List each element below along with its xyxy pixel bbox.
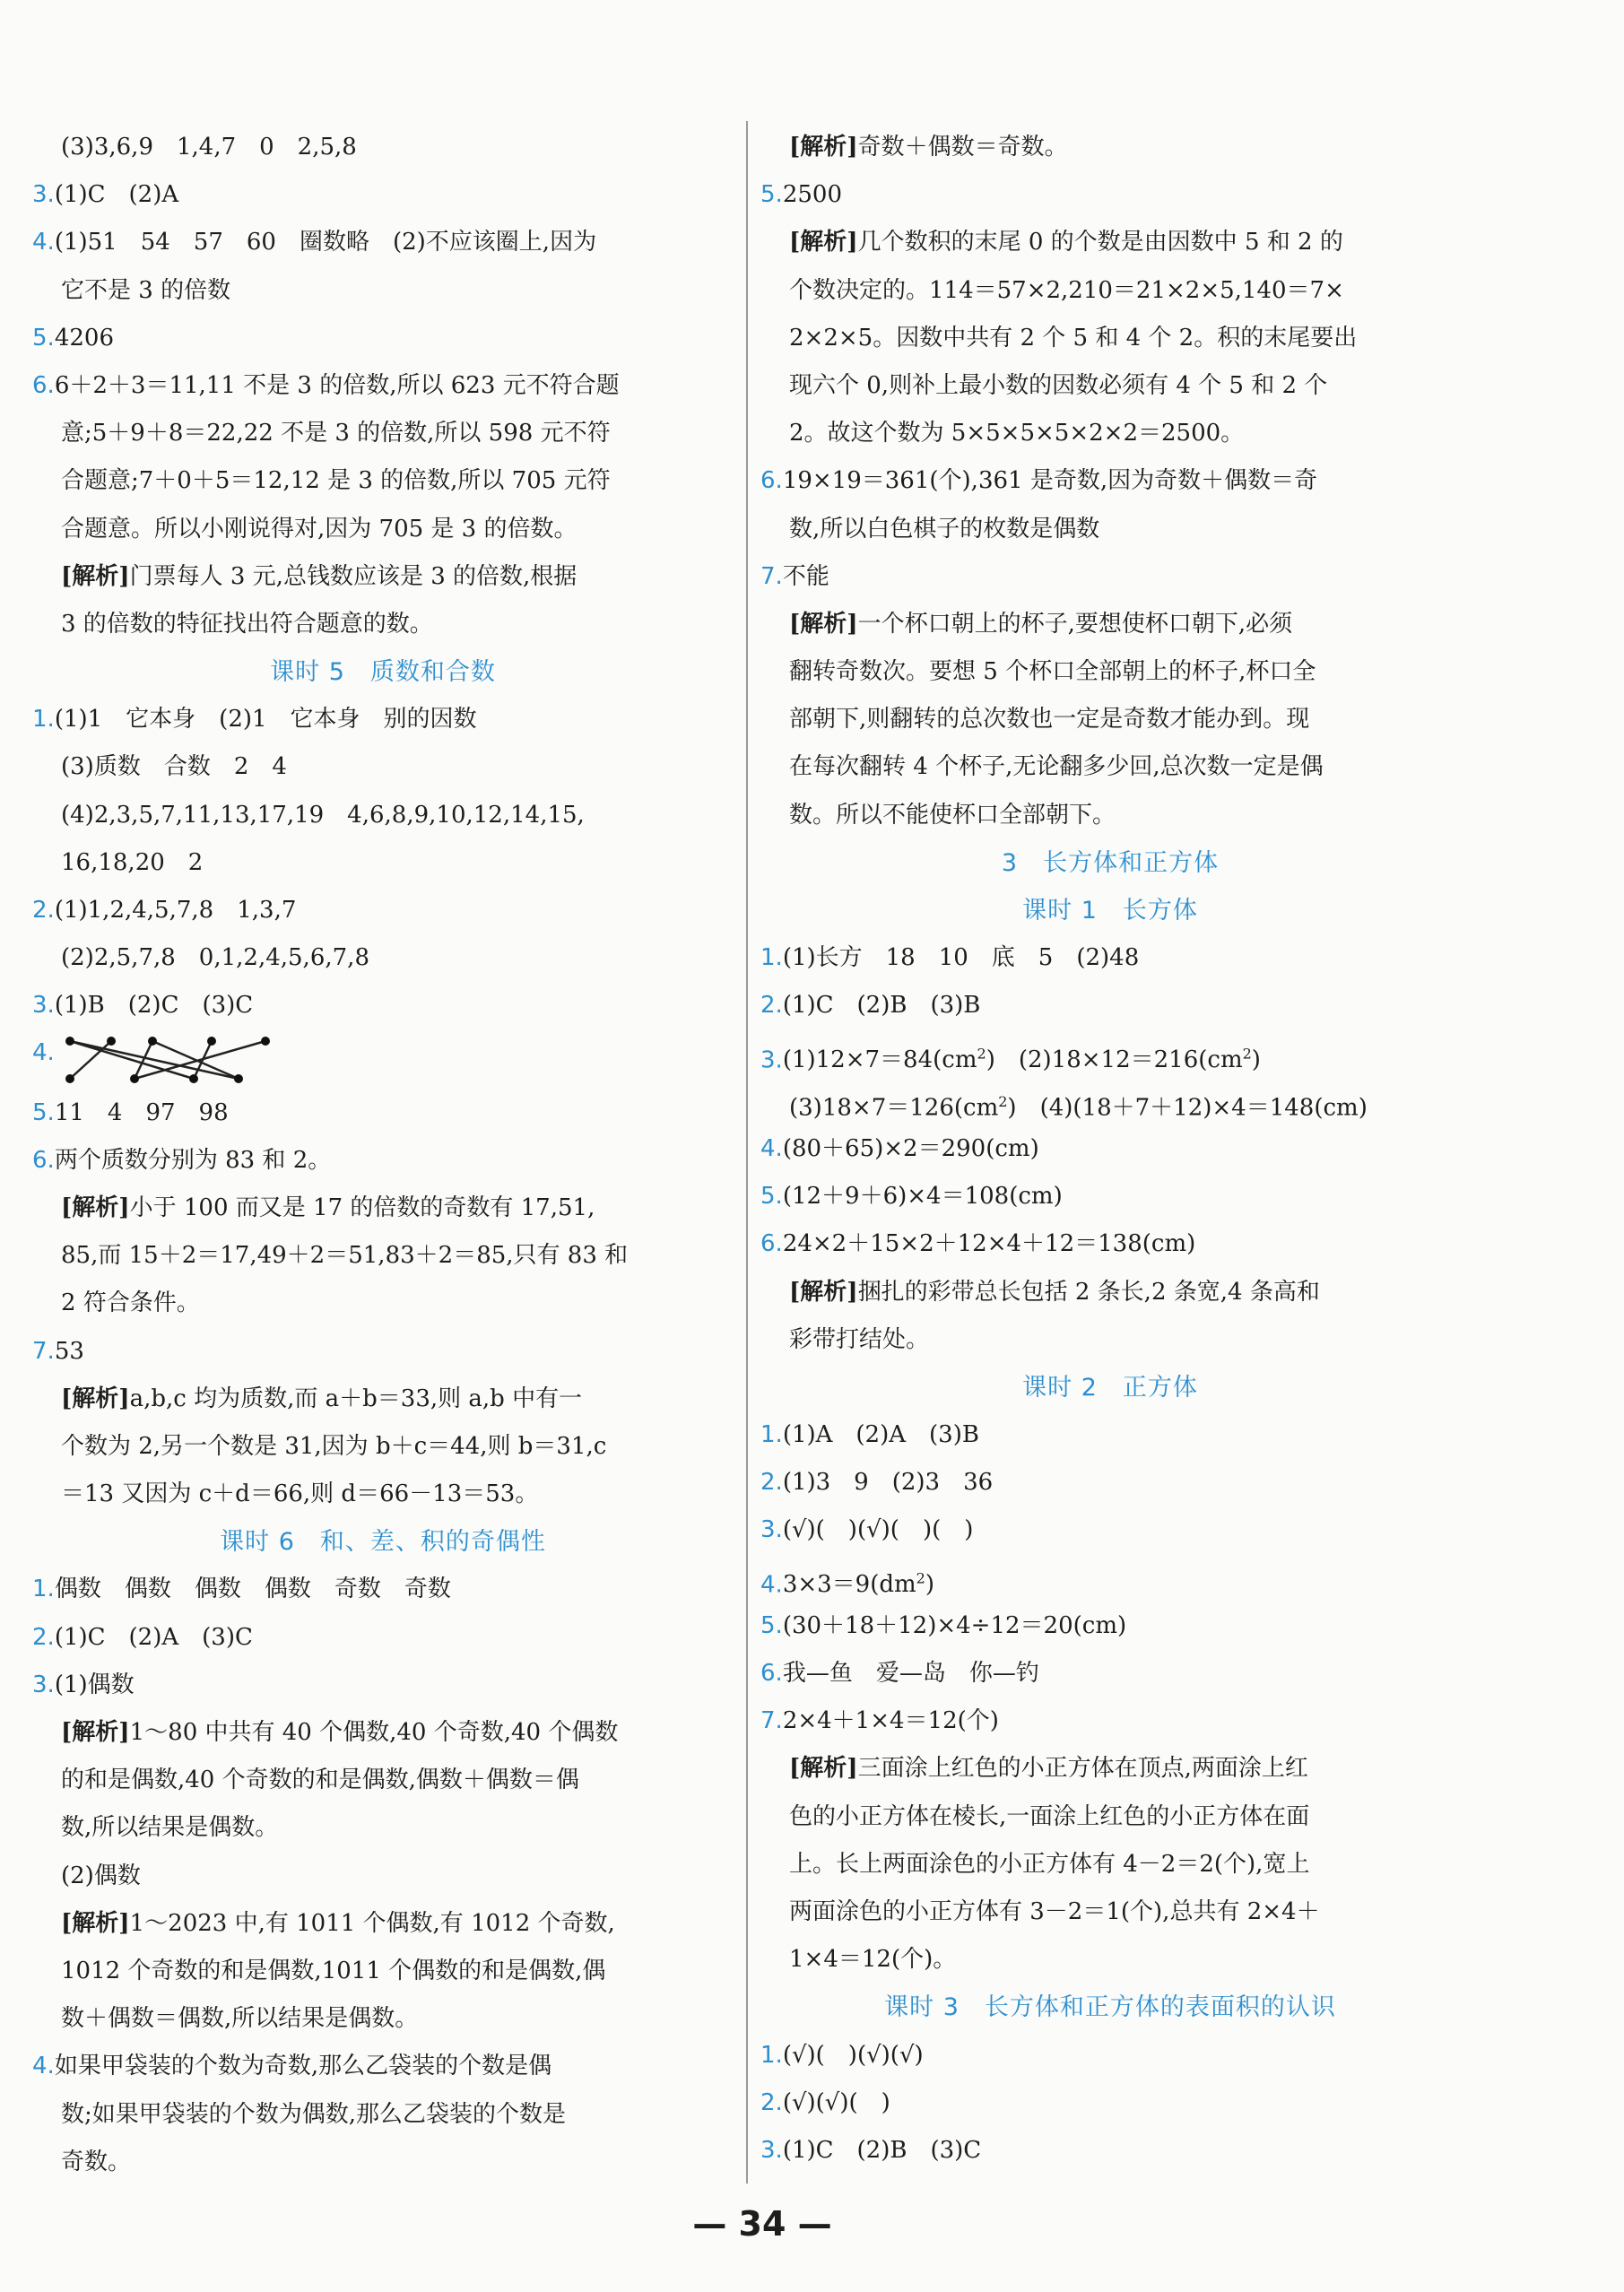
section-heading: 课时 2 正方体	[1022, 1373, 1198, 1402]
answer-item	[32, 1137, 734, 1185]
item-number: 3.	[760, 2136, 783, 2164]
item-text: 11 4 97 98	[54, 1098, 229, 1126]
item-text: (1)A (2)A (3)B	[782, 1421, 979, 1449]
item-number: 1.	[760, 1421, 783, 1449]
section-heading: 3 长方体和正方体	[1001, 848, 1220, 877]
analysis-line	[760, 1269, 1460, 1316]
item-number: 6.	[32, 371, 55, 399]
answer-item	[760, 1697, 1460, 1745]
item-number: 1.	[760, 944, 783, 972]
text-line: 数,所以白色棋子的枚数是偶数	[789, 515, 1100, 543]
analysis-label: [解析]	[789, 134, 858, 161]
matching-dot	[130, 1074, 139, 1083]
text-line: 部朝下,则翻转的总次数也一定是奇数才能办到。现	[789, 706, 1310, 734]
item-text: (1)长方 18 10 底 5 (2)48	[782, 944, 1140, 972]
answer-item	[32, 2043, 734, 2090]
item-text: $(1)12\times 7=84(cm^2)$ $(2)18\times 12=216(cm^2)$	[782, 1045, 1261, 1074]
text-line: 2。故这个数为 5×5×5×5×2×2＝2500。	[789, 420, 1245, 447]
matching-line	[70, 1041, 194, 1079]
item-text: 53	[54, 1337, 84, 1365]
item-text: (√)( )(√)(√)	[782, 2041, 924, 2069]
item-text: (√)(√)( )	[782, 2088, 890, 2116]
analysis-text: 小于 100 而又是 17 的倍数的奇数有 17,51,	[129, 1194, 595, 1221]
column-divider	[746, 121, 748, 2183]
item-number: 5.	[760, 181, 783, 209]
analysis-label: [解析]	[789, 1755, 858, 1783]
analysis-line	[32, 1376, 734, 1423]
matching-dot	[261, 1037, 270, 1046]
text-line: 合题意;7＋0＋5＝12,12 是 3 的倍数,所以 705 元符	[61, 467, 611, 495]
item-number: 3.	[32, 1671, 55, 1698]
item-number: 4.	[760, 1571, 783, 1599]
page-number: — 34 —	[692, 2204, 832, 2244]
analysis-label: [解析]	[789, 610, 858, 638]
answer-item	[32, 219, 734, 266]
text-line: 个数为 2,另一个数是 31,因为 b＋c＝44,则 b＝31,c	[61, 1432, 607, 1460]
section-heading: 课时 5 质数和合数	[270, 658, 496, 687]
item-text: (1)3 9 (2)3 36	[782, 1469, 994, 1497]
item-text: 两个质数分别为 83 和 2。	[54, 1146, 332, 1174]
answer-item	[32, 696, 734, 743]
text-line: 1012 个奇数的和是偶数,1011 个偶数的和是偶数,偶	[61, 1957, 606, 1984]
analysis-label: [解析]	[789, 229, 858, 256]
section-heading: 课时 6 和、差、积的奇偶性	[220, 1528, 546, 1557]
analysis-text: 奇数＋偶数＝奇数。	[857, 134, 1068, 161]
answer-item	[32, 1662, 734, 1709]
text-line: 数。所以不能使杯口全部朝下。	[789, 801, 1116, 829]
item-number: 1.	[760, 2041, 783, 2069]
item-number: 4.	[32, 1038, 55, 1066]
analysis-line	[760, 219, 1460, 266]
item-number: 7.	[760, 1707, 783, 1735]
text-line: 奇数。	[61, 2148, 132, 2175]
analysis-text: 1～80 中共有 40 个偶数,40 个奇数,40 个偶数	[129, 1719, 619, 1746]
text-line: 上。长上两面涂色的小正方体有 4－2＝2(个),宽上	[789, 1850, 1310, 1878]
matching-dot	[107, 1037, 116, 1046]
answer-item	[760, 1650, 1460, 1697]
analysis-text: 1～2023 中,有 1011 个偶数,有 1012 个奇数,	[129, 1909, 615, 1937]
answer-item	[760, 1173, 1460, 1220]
right-column	[760, 124, 1460, 2175]
text-line: $(3)18\times 7=126(cm^2)$ (4)(18＋7＋12)×4＝148(cm)	[789, 1092, 1368, 1122]
text-line: 它不是 3 的倍数	[61, 276, 231, 304]
section-heading: 课时 3 长方体和正方体的表面积的认识	[884, 1993, 1336, 2022]
item-number: 5.	[760, 1611, 783, 1639]
matching-lines-diagram	[59, 1034, 274, 1086]
item-text: 6＋2＋3＝11,11 不是 3 的倍数,所以 623 元不符合题	[54, 371, 620, 399]
answer-item	[32, 1566, 734, 1613]
text-line: (3)3,6,9 1,4,7 0 2,5,8	[61, 134, 357, 161]
answer-item	[760, 1506, 1460, 1554]
item-text: 4206	[54, 324, 114, 352]
analysis-label: [解析]	[61, 1719, 130, 1746]
answer-item	[760, 1220, 1460, 1268]
item-text: (1)偶数	[54, 1671, 135, 1698]
matching-dot	[234, 1074, 243, 1083]
analysis-text: 三面涂上红色的小正方体在顶点,两面涂上红	[857, 1755, 1308, 1783]
analysis-line	[32, 1185, 734, 1232]
text-line: 色的小正方体在棱长,一面涂上红色的小正方体在面	[789, 1802, 1310, 1830]
item-number: 6.	[32, 1146, 55, 1174]
item-number: 7.	[760, 562, 783, 590]
answer-item	[32, 315, 734, 362]
text-line: 数;如果甲袋装的个数为偶数,那么乙袋装的个数是	[61, 2100, 567, 2128]
item-number: 5.	[32, 324, 55, 352]
section-heading: 课时 1 长方体	[1022, 897, 1198, 925]
item-number: 4.	[32, 229, 55, 256]
answer-item	[32, 1090, 734, 1137]
item-text: 我—鱼 爱—岛 你—钓	[782, 1660, 1039, 1687]
item-text: (1)51 54 57 60 圈数略 (2)不应该圈上,因为	[54, 229, 597, 256]
answer-item	[760, 1459, 1460, 1506]
left-column	[32, 124, 734, 2186]
text-line: 的和是偶数,40 个奇数的和是偶数,偶数＋偶数＝偶	[61, 1767, 579, 1794]
analysis-line	[760, 601, 1460, 648]
item-number: 3.	[760, 1516, 783, 1544]
answer-item	[760, 2032, 1460, 2079]
item-number: 1.	[32, 706, 55, 734]
text-line: (3)质数 合数 2 4	[61, 753, 287, 781]
item-text: 2500	[782, 181, 842, 209]
item-number: 4.	[760, 1134, 783, 1162]
text-line: (2)偶数	[61, 1862, 141, 1889]
item-text: (1)C (2)B (3)C	[782, 2136, 982, 2164]
item-text: (1)B (2)C (3)C	[54, 992, 254, 1020]
item-number: 5.	[760, 1183, 783, 1211]
text-line: 个数决定的。114＝57×2,210＝21×2×5,140＝7×	[789, 276, 1344, 304]
analysis-line	[760, 124, 1460, 171]
item-number: 2.	[760, 2088, 783, 2116]
answer-item	[32, 1614, 734, 1662]
answer-item	[760, 1030, 1460, 1078]
answer-item	[32, 362, 734, 410]
text-line: 数＋偶数＝偶数,所以结果是偶数。	[61, 2005, 419, 2033]
item-number: 4.	[32, 2053, 55, 2080]
item-text: 19×19＝361(个),361 是奇数,因为奇数＋偶数＝奇	[782, 467, 1318, 495]
analysis-label: [解析]	[61, 1385, 130, 1412]
text-line: (4)2,3,5,7,11,13,17,19 4,6,8,9,10,12,14,15,	[61, 801, 585, 829]
text-line: 数,所以结果是偶数。	[61, 1814, 279, 1842]
item-text: (1)C (2)B (3)B	[782, 992, 981, 1020]
text-line: 在每次翻转 4 个杯子,无论翻多少回,总次数一定是偶	[789, 753, 1324, 781]
analysis-label: [解析]	[789, 1278, 858, 1306]
text-line: 翻转奇数次。要想 5 个杯口全部朝上的杯子,杯口全	[789, 658, 1316, 686]
text-line: 16,18,20 2	[61, 848, 204, 876]
item-text: (12＋9＋6)×4＝108(cm)	[782, 1183, 1063, 1211]
item-number: 6.	[760, 1660, 783, 1687]
answer-item	[760, 2079, 1460, 2127]
item-text: 偶数 偶数 偶数 偶数 奇数 奇数	[54, 1576, 451, 1603]
answer-item	[760, 2127, 1460, 2175]
analysis-text: a,b,c 均为质数,而 a＋b＝33,则 a,b 中有一	[129, 1385, 583, 1412]
answer-item	[32, 887, 734, 934]
item-text: (30＋18＋12)×4÷12＝20(cm)	[782, 1611, 1127, 1639]
text-line: 85,而 15＋2＝17,49＋2＝51,83＋2＝85,只有 83 和	[61, 1242, 629, 1270]
analysis-text: 捆扎的彩带总长包括 2 条长,2 条宽,4 条高和	[857, 1278, 1320, 1306]
answer-item	[760, 171, 1460, 219]
answer-item	[760, 1555, 1460, 1602]
item-number: 6.	[760, 467, 783, 495]
answer-item	[760, 457, 1460, 505]
answer-item	[32, 982, 734, 1029]
answer-item	[760, 934, 1460, 982]
analysis-label: [解析]	[61, 1194, 130, 1221]
analysis-label: [解析]	[61, 562, 130, 590]
text-line: ＝13 又因为 c＋d＝66,则 d＝66－13＝53。	[61, 1480, 539, 1508]
analysis-line	[32, 553, 734, 601]
item-number: 2.	[760, 1469, 783, 1497]
analysis-line	[32, 1900, 734, 1948]
item-number: 5.	[32, 1098, 55, 1126]
item-text: (√)( )(√)( )( )	[782, 1516, 974, 1544]
text-line: 两面涂色的小正方体有 3－2＝1(个),总共有 2×4＋	[789, 1897, 1320, 1925]
text-line: 3 的倍数的特征找出符合题意的数。	[61, 610, 433, 638]
text-line: 2×2×5。因数中共有 2 个 5 和 4 个 2。积的末尾要出	[789, 324, 1358, 352]
text-line: (2)2,5,7,8 0,1,2,4,5,6,7,8	[61, 944, 369, 972]
analysis-line	[760, 1745, 1460, 1793]
matching-dot	[207, 1037, 216, 1046]
answer-item	[760, 1411, 1460, 1459]
item-number: 3.	[32, 181, 55, 209]
answer-item	[760, 553, 1460, 601]
answer-item	[760, 1602, 1460, 1650]
answer-item	[760, 1125, 1460, 1173]
item-text: (1)C (2)A	[54, 181, 179, 209]
text-line: 合题意。所以小刚说得对,因为 705 是 3 的倍数。	[61, 515, 578, 543]
matching-dot	[189, 1074, 198, 1083]
analysis-text: 一个杯口朝上的杯子,要想使杯口朝下,必须	[857, 610, 1293, 638]
matching-dot	[65, 1074, 74, 1083]
item-text: 2×4＋1×4＝12(个)	[782, 1707, 999, 1735]
item-number: 2.	[32, 897, 55, 924]
text-line: 意;5＋9＋8＝22,22 不是 3 的倍数,所以 598 元不符	[61, 420, 611, 447]
answer-item	[760, 982, 1460, 1029]
matching-dot	[148, 1037, 157, 1046]
item-text: (1)1 它本身 (2)1 它本身 别的因数	[54, 706, 477, 734]
item-text: $3\times 3=9(dm^2)$	[782, 1569, 935, 1599]
item-number: 2.	[760, 992, 783, 1020]
item-number: 7.	[32, 1337, 55, 1365]
text-line: 现六个 0,则补上最小数的因数必须有 4 个 5 和 2 个	[789, 371, 1328, 399]
analysis-text: 门票每人 3 元,总钱数应该是 3 的倍数,根据	[129, 562, 578, 590]
text-line: 1×4＝12(个)。	[789, 1946, 957, 1974]
answer-item	[32, 171, 734, 219]
item-number: 6.	[760, 1230, 783, 1258]
matching-diagram-item	[32, 1030, 734, 1090]
matching-dot	[65, 1037, 74, 1046]
item-text: (1)C (2)A (3)C	[54, 1623, 253, 1651]
analysis-line	[32, 1709, 734, 1757]
item-number: 3.	[760, 1046, 783, 1074]
item-number: 2.	[32, 1623, 55, 1651]
item-number: 1.	[32, 1576, 55, 1603]
analysis-text: 几个数积的末尾 0 的个数是由因数中 5 和 2 的	[857, 229, 1343, 256]
analysis-label: [解析]	[61, 1909, 130, 1937]
answer-item	[32, 1328, 734, 1376]
item-text: (1)1,2,4,5,7,8 1,3,7	[54, 897, 297, 924]
item-text: 24×2＋15×2＋12×4＋12＝138(cm)	[782, 1230, 1196, 1258]
item-text: 如果甲袋装的个数为奇数,那么乙袋装的个数是偶	[54, 2053, 552, 2080]
item-number: 3.	[32, 992, 55, 1020]
text-line: 2 符合条件。	[61, 1289, 200, 1317]
text-line: 彩带打结处。	[789, 1325, 930, 1353]
item-text: 不能	[782, 562, 829, 590]
item-text: (80＋65)×2＝290(cm)	[782, 1134, 1039, 1162]
